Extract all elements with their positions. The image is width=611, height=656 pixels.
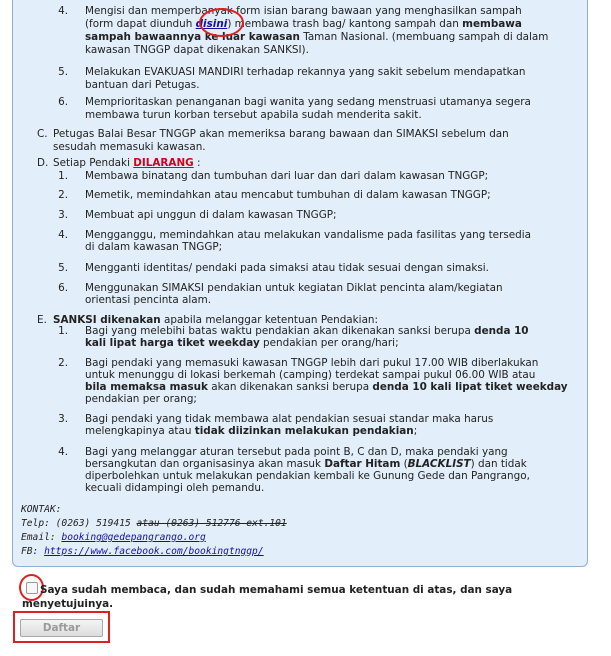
terms-text: membawa turun korban tersebut apabila sudah menderita sakit. — [85, 109, 422, 121]
terms-text: Mengganti identitas/ pendaki pada simaksi atau tidak sesuai dengan simaksi. — [85, 262, 489, 274]
terms-text: Bagi pendaki yang memasuki kawasan TNGGP lebih dari pukul 17.00 WIB diberlakukan — [85, 357, 539, 369]
terms-text: bantuan dari Petugas. — [85, 79, 200, 91]
section-letter: E. — [37, 314, 47, 326]
terms-text: orientasi pencinta alam. — [85, 294, 212, 306]
terms-text: sesudah memasuki kawasan. — [53, 141, 206, 153]
item-number: 5. — [58, 262, 68, 274]
section-letter: C. — [37, 128, 48, 140]
contact-heading: KONTAK: — [21, 504, 62, 515]
item-number: 1. — [58, 170, 68, 182]
agree-label: menyetujuinya. — [22, 598, 114, 610]
terms-text: Bagi yang melebihi batas waktu pendakian akan dikenakan sanksi berupa denda 10 — [85, 325, 529, 337]
terms-text: Bagi pendaki yang tidak membawa alat pendakian sesuai standar maka harus — [85, 413, 494, 425]
agree-checkbox[interactable] — [26, 582, 38, 594]
terms-text: Petugas Balai Besar TNGGP akan memeriksa barang bawaan dan SIMAKSI sebelum dan — [53, 128, 509, 140]
agree-label: Saya sudah membaca, dan sudah memahami semua ketentuan di atas, dan saya — [40, 584, 513, 596]
email-link[interactable]: booking@gedepangrango.org — [61, 532, 206, 543]
contact-facebook: FB: https://www.facebook.com/bookingtnggp/ — [21, 546, 264, 557]
item-number: 4. — [58, 229, 68, 241]
terms-text: diperbolehkan untuk melakukan pendakian kembali ke Gunung Gede dan Pangrango, — [85, 470, 530, 482]
terms-text: kawasan TNGGP dapat dikenakan SANKSI). — [85, 44, 309, 56]
item-number: 6. — [58, 96, 68, 108]
terms-text: Membuat api unggun di dalam kawasan TNGGP; — [85, 209, 337, 221]
terms-text: Menggunakan SIMAKSI pendakian untuk kegiatan Diklat pencinta alam/kegiatan — [85, 282, 503, 294]
terms-text: pendakian per orang; — [85, 393, 197, 405]
terms-text: (form dapat diunduh disini) membawa trash bag/ kantong sampah dan membawa — [85, 18, 522, 30]
terms-text: sampah bawaannya ke luar kawasan Taman Nasional. (membuang sampah di dalam — [85, 31, 549, 43]
terms-text: Melakukan EVAKUASI MANDIRI terhadap rekannya yang sakit sebelum mendapatkan — [85, 66, 526, 78]
item-number: 3. — [58, 413, 68, 425]
contact-phone: Telp: (0263) 519415 atau (0263) 512776 ext.101 — [21, 518, 287, 529]
terms-text: Memetik, memindahkan atau mencabut tumbuhan di dalam kawasan TNGGP; — [85, 189, 491, 201]
terms-text: melengkapinya atau tidak diizinkan melakukan pendakian; — [85, 425, 418, 437]
terms-text: bila memaksa masuk akan dikenakan sanksi berupa denda 10 kali lipat tiket weekday — [85, 381, 568, 393]
terms-text: Bagi yang melanggar aturan tersebut pada point B, C dan D, maka pendaki yang — [85, 446, 508, 458]
register-button[interactable]: Daftar — [20, 619, 103, 637]
terms-text: Mengisi dan memperbanyak form isian barang bawaan yang menghasilkan sampah — [85, 5, 522, 17]
terms-text: di dalam kawasan TNGGP; — [85, 241, 223, 253]
item-number: 2. — [58, 357, 68, 369]
item-number: 6. — [58, 282, 68, 294]
terms-text: Mengganggu, memindahkan atau melakukan vandalisme pada fasilitas yang tersedia — [85, 229, 532, 241]
item-number: 5. — [58, 66, 68, 78]
section-heading: Setiap Pendaki DILARANG : — [53, 157, 201, 169]
terms-text: untuk menunggu di lokasi berkemah (camping) terdekat sampai pukul 06.00 WIB atau — [85, 369, 536, 381]
item-number: 2. — [58, 189, 68, 201]
terms-text: kali lipat harga tiket weekday pendakian per orang/hari; — [85, 337, 399, 349]
item-number: 1. — [58, 325, 68, 337]
terms-text: Memprioritaskan penanganan bagi wanita yang sedang menstruasi utamanya segera — [85, 96, 531, 108]
item-number: 4. — [58, 446, 68, 458]
terms-text: Membawa binatang dan tumbuhan dari luar dan dari dalam kawasan TNGGP; — [85, 170, 489, 182]
item-number: 4. — [58, 5, 68, 17]
facebook-link[interactable]: https://www.facebook.com/bookingtnggp/ — [44, 546, 264, 557]
terms-text: bersangkutan dan organisasinya akan masuk Daftar Hitam (BLACKLIST) dan tidak — [85, 458, 527, 470]
contact-email: Email: booking@gedepangrango.org — [21, 532, 206, 543]
download-form-link[interactable]: disini — [195, 18, 228, 30]
terms-text: kecuali didampingi oleh pemandu. — [85, 482, 265, 494]
section-letter: D. — [37, 157, 49, 169]
section-heading: SANKSI dikenakan apabila melanggar ketentuan Pendakian: — [53, 314, 379, 326]
item-number: 3. — [58, 209, 68, 221]
